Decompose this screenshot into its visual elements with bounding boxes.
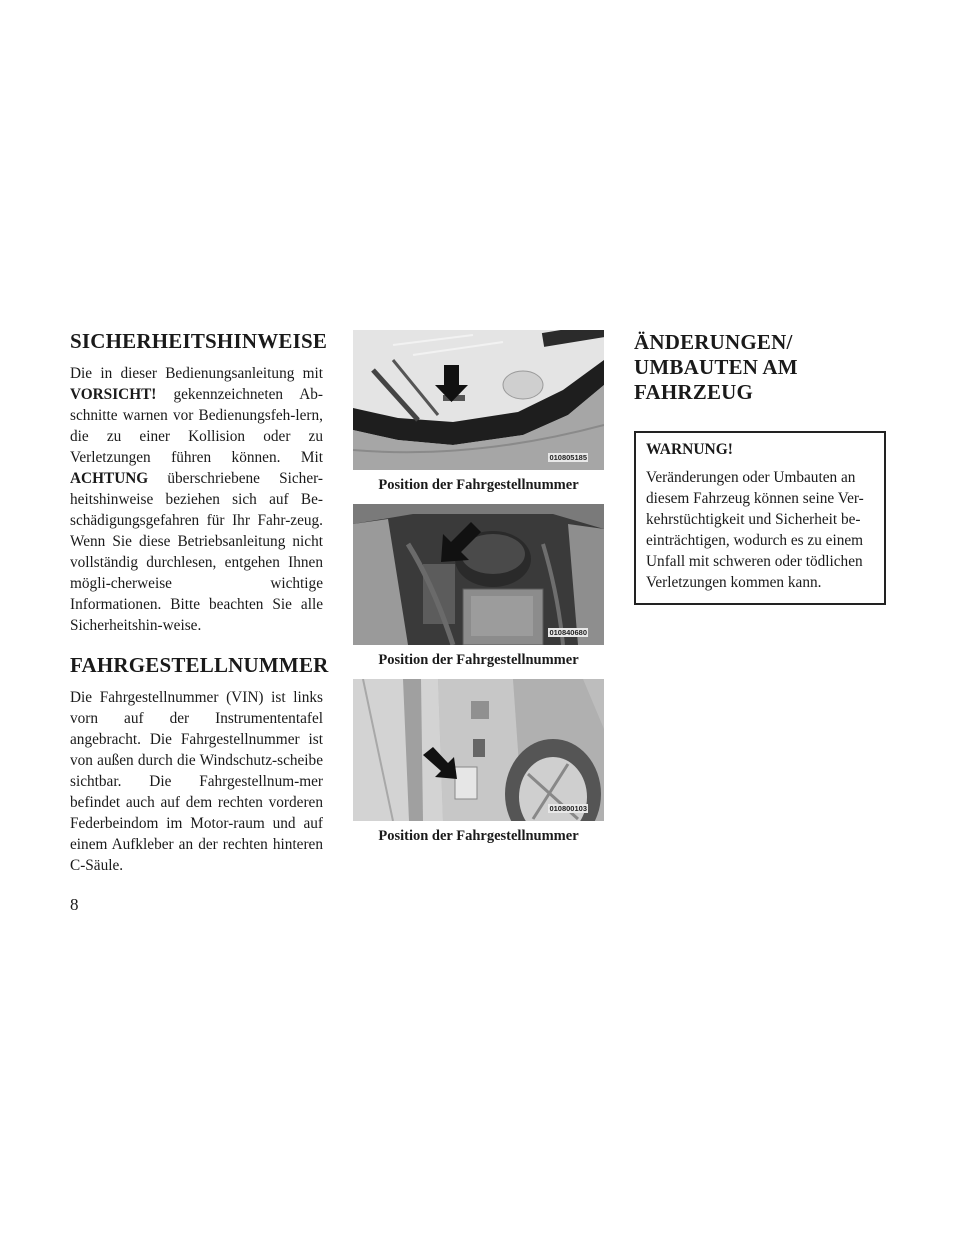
safety-keyword-attention: ACHTUNG [70,470,149,488]
heading-line: UMBAUTEN AM [634,355,798,379]
engine-bay-illustration [353,504,604,645]
safety-text-2: gekennzeichneten Ab-schnitte warnen vor Bedienungsfeh-lern, die zu einer Kollision oder zu Verletzungen führen können. Mit [70,386,323,467]
heading-line: FAHRZEUG [634,380,754,404]
figure-caption: Position der Fahrgestellnummer [378,828,579,844]
figure-code: 010805185 [549,453,587,462]
figure-code: 010840680 [549,628,587,637]
page-number: 8 [70,895,79,914]
figure-code: 010800103 [549,804,587,813]
figure-caption: Position der Fahrgestellnummer [378,477,579,493]
figure-c-pillar-vin [353,679,604,821]
safety-paragraph [70,363,323,636]
figure-engine-bay-vin [353,504,604,645]
warning-box [634,431,886,605]
figure-windshield-vin [353,330,604,470]
safety-text-1: Die in dieser Bedienungsanleitung mit [70,365,323,383]
heading-line: ÄNDERUNGEN/ [634,330,793,354]
safety-keyword-caution: VORSICHT! [70,386,157,404]
warning-title: WARNUNG! [646,441,733,458]
left-column [70,329,329,876]
c-pillar-illustration [353,679,604,821]
windshield-illustration [353,330,604,470]
warning-text: Veränderungen oder Umbauten an diesem Fahrzeug können seine Ver-kehrstüchtigkeit und Sicherheit be-einträchtigen, wodurch es zu einem Unfall mit schweren oder tödlichen Verletzungen kommen kann. [646,469,864,591]
right-column [634,330,886,605]
figure-caption: Position der Fahrgestellnummer [378,652,579,668]
section-heading-vin: FAHRGESTELLNUMMER [70,653,329,678]
section-heading-safety: SICHERHEITSHINWEISE [70,329,328,353]
safety-text-3: überschriebene Sicher-heitshinweise beziehen sich auf Be-schädigungsgefahren für Ihr Fahr-zeug. Wenn Sie diese Betriebsanleitung nicht vollständig durchlesen, entgehen Ihnen mögli-cherweise wichtige Informationen. Bitte beachten Sie alle Sicherheitshin-weise. [70,470,323,635]
figures-column [353,330,604,855]
vin-paragraph: Die Fahrgestellnummer (VIN) ist links vorn auf der Instrumententafel angebracht. Die Fahrgestellnummer ist von außen durch die Windschutz-scheibe sichtbar. Die Fahrgestellnum-mer befindet auch auf dem rechten vorderen Federbeindom im Motor-raum und auf einem Aufkleber an der rechten hinteren C-Säule. [70,689,323,875]
section-heading-modifications [634,330,886,405]
